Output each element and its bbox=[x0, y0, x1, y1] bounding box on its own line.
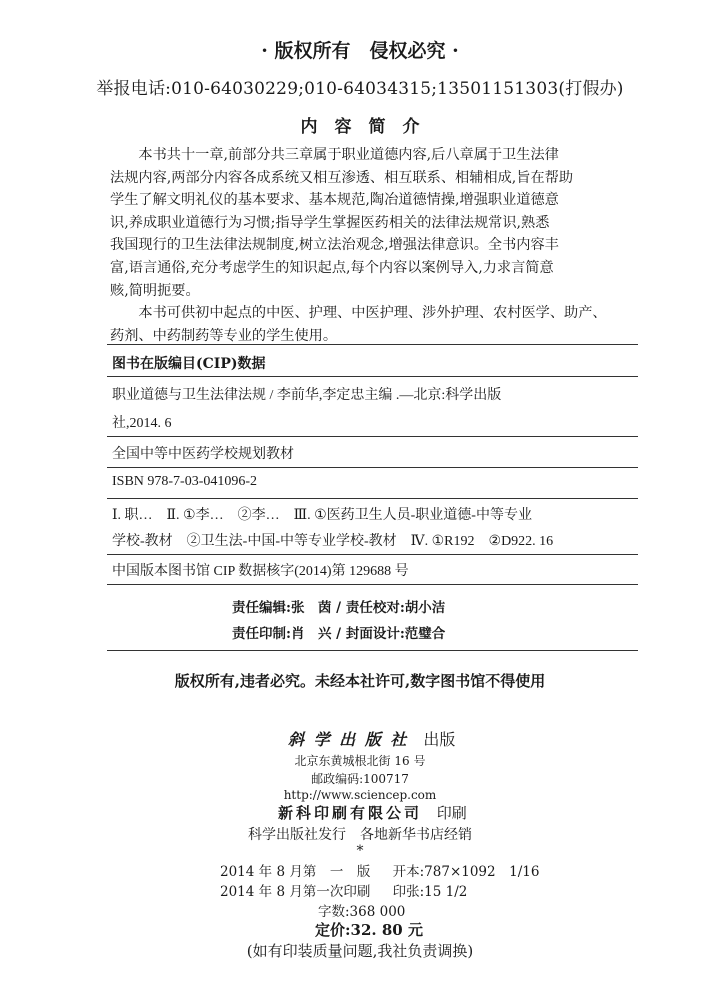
summary-paragraph-1 bbox=[110, 144, 630, 302]
cip-isbn: ISBN 978-7-03-041096-2 bbox=[112, 474, 258, 489]
separator-star: * bbox=[356, 843, 364, 859]
edition-row bbox=[220, 860, 539, 880]
publisher-name: 斜 学 出 版 社 bbox=[288, 730, 409, 749]
divider bbox=[107, 584, 638, 585]
summary-line: 本书共十一章,前部分共三章属于职业道德内容,后八章属于卫生法律 bbox=[110, 147, 559, 163]
format-size: 开本:787×1092 1/16 bbox=[392, 864, 540, 880]
printer-name: 新科印刷有限公司 bbox=[278, 804, 423, 822]
summary-line: 富,语言通俗,充分考虑学生的知识起点,每个内容以案例导入,力求言简意 bbox=[110, 259, 554, 276]
printing-date: 2014 年 8 月第一次印刷 bbox=[220, 884, 371, 900]
divider bbox=[107, 554, 638, 555]
summary-line: 药剂、中药制药等专业的学生使用。 bbox=[110, 327, 338, 344]
divider bbox=[107, 498, 638, 499]
printer-role: 印刷 bbox=[436, 804, 467, 822]
divider bbox=[107, 344, 638, 345]
cip-title-line: 社,2014. 6 bbox=[112, 416, 172, 431]
publisher-url: http://www.sciencep.com bbox=[283, 788, 437, 802]
summary-line: 我国现行的卫生法律法规制度,树立法治观念,增强法律意识。全书内容丰 bbox=[110, 237, 559, 254]
summary-paragraph-2 bbox=[110, 302, 630, 347]
publisher-address: 北京东黄城根北街 16 号 bbox=[294, 754, 426, 768]
report-phone: 举报电话:010-64030229;010-64034315;13501151303(打假办) bbox=[96, 79, 624, 99]
summary-line: 识,养成职业道德行为习惯;指导学生掌握医药相关的法律法规常识,熟悉 bbox=[110, 214, 550, 231]
summary-title: 内 容 简 介 bbox=[300, 117, 420, 137]
summary-line: 赅,简明扼要。 bbox=[110, 282, 200, 299]
credits-line: 责任印制:肖 兴 / 封面设计:范璧合 bbox=[232, 626, 446, 642]
quality-note: (如有印装质量问题,我社负责调换) bbox=[246, 942, 474, 960]
credits-line: 责任编辑:张 茵 / 责任校对:胡小洁 bbox=[232, 600, 446, 616]
divider bbox=[107, 376, 638, 377]
summary-line: 法规内容,两部分内容各成系统又相互渗透、相互联系、相辅相成,旨在帮助 bbox=[110, 169, 574, 186]
printed-sheets: 印张:15 1/2 bbox=[392, 884, 468, 900]
edition-date: 2014 年 8 月第 一 版 bbox=[220, 864, 371, 880]
cip-title-line: 职业道德与卫生法律法规 / 李前华,李定忠主编 .—北京:科学出版 bbox=[112, 388, 502, 403]
divider bbox=[107, 436, 638, 437]
summary-line: 学生了解文明礼仪的基本要求、基本规范,陶冶道德情操,增强职业道德意 bbox=[110, 192, 559, 209]
distribution: 科学出版社发行 各地新华书店经销 bbox=[248, 827, 472, 843]
publisher-postcode: 邮政编码:100717 bbox=[311, 772, 409, 786]
publisher-line bbox=[288, 727, 455, 750]
publisher-role: 出版 bbox=[423, 730, 456, 749]
divider bbox=[107, 650, 638, 651]
cip-verification: 中国版本图书馆 CIP 数据核字(2014)第 129688 号 bbox=[112, 564, 409, 579]
word-count: 字数:368 000 bbox=[318, 904, 406, 920]
summary-line: 本书可供初中起点的中医、护理、中医护理、涉外护理、农村医学、助产、 bbox=[110, 305, 607, 321]
cip-heading: 图书在版编目(CIP)数据 bbox=[112, 356, 266, 372]
copyright-banner: · 版权所有 侵权必究 · bbox=[261, 40, 459, 62]
divider bbox=[107, 467, 638, 468]
price: 定价:32. 80 元 bbox=[315, 921, 423, 939]
rights-notice: 版权所有,违者必究。未经本社许可,数字图书馆不得使用 bbox=[174, 672, 546, 690]
printing-row bbox=[220, 880, 467, 900]
cip-series: 全国中等中医药学校规划教材 bbox=[112, 447, 294, 462]
cip-subject-line: Ⅰ. 职… Ⅱ. ①李… ②李… Ⅲ. ①医药卫生人员-职业道德-中等专业 bbox=[112, 508, 532, 523]
printer-line bbox=[278, 802, 467, 823]
cip-subject-line: 学校-教材 ②卫生法-中国-中等专业学校-教材 Ⅳ. ①R192 ②D922. 16 bbox=[112, 534, 554, 549]
